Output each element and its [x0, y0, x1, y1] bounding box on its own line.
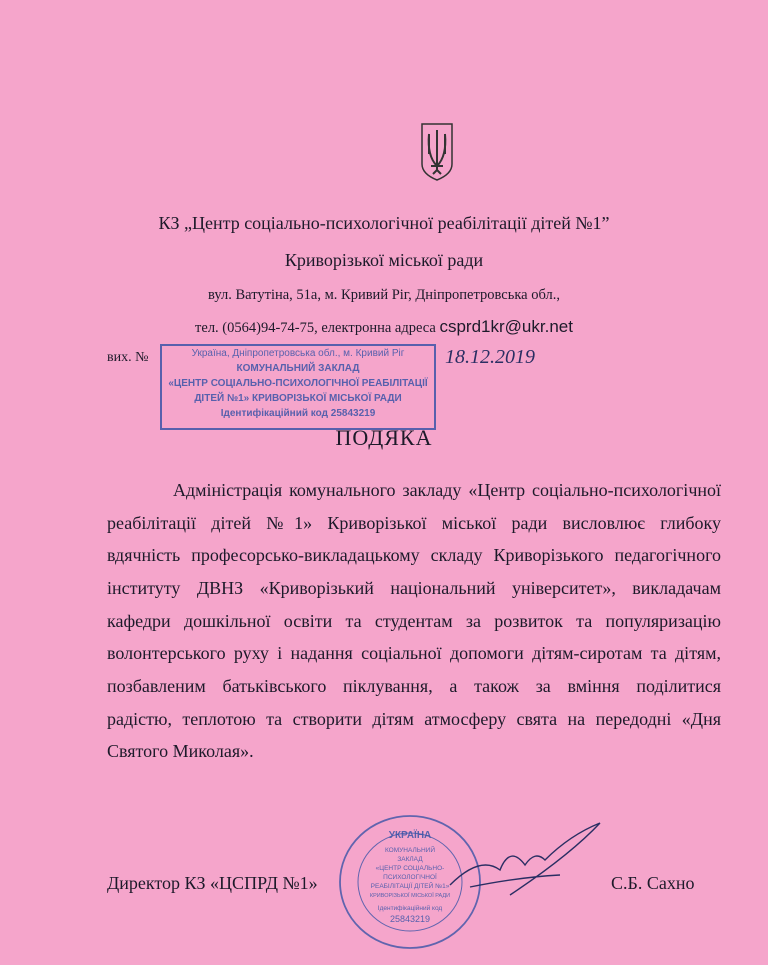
- coat-of-arms-icon: [419, 120, 455, 182]
- body-line: радістю, теплотою та створити дітям атмосферу свята на передодні «Дня: [107, 709, 721, 729]
- stamp-line: Україна, Дніпропетровська обл., м. Кривий Ріг: [191, 348, 405, 359]
- document-title: ПОДЯКА: [335, 425, 433, 450]
- stamp-line: «ЦЕНТР СОЦІАЛЬНО-ПСИХОЛОГІЧНОЇ РЕАБІЛІТАЦІЇ: [168, 378, 428, 389]
- email-address[interactable]: csprd1kr@ukr.net: [439, 317, 573, 336]
- stamp-line: Ідентифікаційний код 25843219: [220, 408, 376, 419]
- org-address: вул. Ватутіна, 51а, м. Кривий Ріг, Дніпропетровська обл.,: [208, 287, 560, 303]
- outgoing-number-label: вих. №: [107, 350, 149, 365]
- org-contacts: [0, 317, 768, 337]
- stamp-line: КОМУНАЛЬНИЙ ЗАКЛАД: [236, 363, 360, 374]
- body-line: Святого Миколая».: [107, 741, 254, 761]
- org-name-line2: Криворізької міської ради: [284, 250, 484, 270]
- seal-text: УКРАЇНА: [388, 830, 432, 841]
- body-line: інституту ДВНЗ «Криворізький національний університет», викладачам: [107, 578, 721, 598]
- seal-text: КОМУНАЛЬНИЙ: [384, 847, 436, 854]
- stamp-line: ДІТЕЙ №1» КРИВОРІЗЬКОЇ МІСЬКОЇ РАДИ: [194, 393, 402, 404]
- handwritten-date: 18.12.2019: [445, 346, 535, 368]
- seal-text: ЗАКЛАД: [397, 856, 423, 863]
- handwritten-signature: [440, 815, 610, 905]
- seal-text: ПСИХОЛОГІЧНОЇ: [383, 874, 437, 881]
- body-line: вдячність професорсько-викладацькому складу Криворізького педагогічного: [107, 545, 721, 565]
- seal-text: Ідентифікаційний код: [377, 905, 443, 912]
- phone-text: тел. (0564)94-74-75, електронна адреса: [195, 320, 440, 336]
- body-line: Адміністрація комунального закладу «Центр соціально-психологічної: [173, 480, 721, 500]
- signatory-position: Директор КЗ «ЦСПРД №1»: [107, 873, 318, 893]
- body-line: позбавленим батьківського піклування, а також за вміння поділитися: [107, 676, 721, 696]
- registration-stamp: [160, 344, 436, 430]
- body-line: волонтерського руху і надання соціальної допомоги дітям-сиротам та дітям,: [107, 643, 721, 663]
- body-line: кафедри дошкільної освіти та студентам за розвиток та популяризацію: [107, 611, 721, 631]
- body-line: реабілітації дітей №1» Криворізької міської ради висловлює глибоку: [107, 513, 721, 533]
- seal-text: «ЦЕНТР СОЦІАЛЬНО-: [375, 865, 445, 872]
- seal-text: КРИВОРІЗЬКОЇ МІСЬКОЇ РАДИ: [369, 893, 451, 899]
- seal-text: РЕАБІЛІТАЦІЇ ДІТЕЙ №1»: [370, 883, 450, 890]
- org-name-line1: КЗ „Центр соціально-психологічної реабілітації дітей №1”: [158, 213, 610, 233]
- signatory-name: С.Б. Сахно: [611, 873, 695, 893]
- seal-text: 25843219: [389, 914, 431, 924]
